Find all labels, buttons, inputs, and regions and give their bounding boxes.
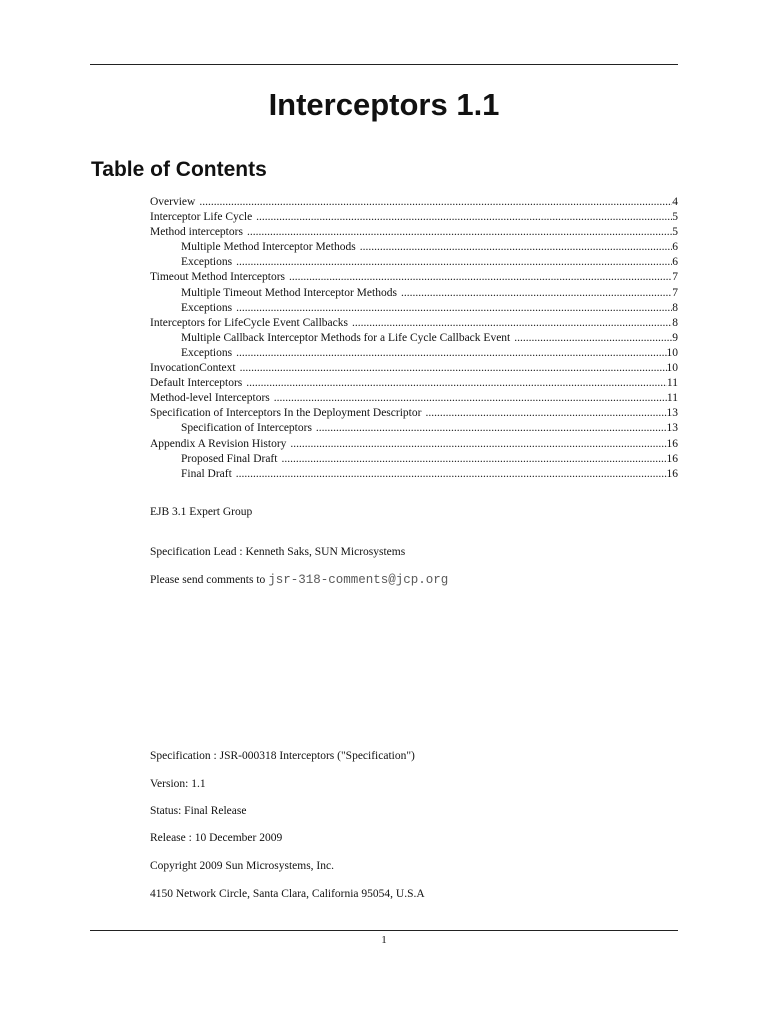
toc-entry	[150, 376, 678, 391]
toc-dot-leader	[243, 225, 672, 240]
toc-dot-leader	[285, 270, 672, 285]
toc-dot-leader	[356, 240, 673, 255]
specification-lead: Specification Lead : Kenneth Saks, SUN Microsystems	[150, 546, 406, 558]
toc-entry-title: Interceptors for LifeCycle Event Callbacks	[150, 316, 348, 329]
toc-entry-page: 6	[672, 256, 678, 269]
toc-entry-title: Specification of Interceptors	[181, 422, 312, 435]
toc-subentry	[150, 452, 678, 467]
toc-entry-title: Final Draft	[181, 467, 232, 480]
toc-entry-title: Default Interceptors	[150, 377, 243, 390]
toc-entry-page: 16	[666, 467, 678, 480]
toc-entry-page: 13	[666, 422, 678, 435]
toc-entry	[150, 210, 678, 225]
bottom-rule	[90, 930, 678, 931]
toc-entry-title: Appendix A Revision History	[150, 437, 287, 450]
toc-entry-title: InvocationContext	[150, 362, 236, 375]
toc-entry-title: Proposed Final Draft	[181, 452, 278, 465]
toc-dot-leader	[312, 421, 667, 436]
toc-entry	[150, 195, 678, 210]
toc-dot-leader	[270, 391, 667, 406]
toc-subentry	[150, 301, 678, 316]
toc-subentry	[150, 467, 678, 482]
specification-name: Specification : JSR-000318 Interceptors ("Specification")	[150, 750, 415, 762]
toc-dot-leader	[232, 346, 666, 361]
copyright-line: Copyright 2009 Sun Microsystems, Inc.	[150, 860, 334, 872]
version-line: Version: 1.1	[150, 778, 206, 790]
status-line: Status: Final Release	[150, 805, 247, 817]
toc-entry-page: 8	[672, 301, 678, 314]
toc-heading: Table of Contents	[91, 158, 267, 181]
address-line: 4150 Network Circle, Santa Clara, California 95054, U.S.A	[150, 888, 425, 900]
toc-entry-page: 6	[672, 241, 678, 254]
toc-entry-page: 5	[672, 211, 678, 224]
toc-entry	[150, 225, 678, 240]
toc-entry-page: 4	[672, 196, 678, 208]
toc-entry	[150, 391, 678, 406]
toc-entry-title: Overview	[150, 196, 196, 208]
toc-entry-page: 11	[666, 392, 678, 405]
toc-subentry	[150, 286, 678, 301]
toc-entry-page: 16	[666, 452, 678, 465]
toc-subentry	[150, 346, 678, 361]
toc-dot-leader	[286, 437, 666, 452]
toc-entry-title: Timeout Method Interceptors	[150, 271, 286, 284]
top-rule	[90, 64, 678, 65]
toc-entry	[150, 406, 678, 421]
toc-entry-page: 16	[666, 437, 678, 450]
toc-dot-leader	[348, 316, 672, 331]
toc-entry-page: 7	[672, 271, 678, 284]
toc-entry-title: Interceptor Life Cycle	[150, 211, 253, 224]
toc-subentry	[150, 421, 678, 436]
toc-entry-title: Method-level Interceptors	[150, 392, 270, 405]
toc-entry	[150, 361, 678, 376]
toc-dot-leader	[397, 286, 672, 301]
toc-subentry	[150, 240, 678, 255]
toc-dot-leader	[232, 255, 672, 270]
toc-entry	[150, 270, 678, 285]
toc-entry-page: 8	[672, 316, 678, 329]
toc-entry-page: 10	[666, 362, 678, 375]
toc-entry-page: 9	[672, 331, 678, 344]
toc-dot-leader	[242, 376, 667, 391]
toc-dot-leader	[195, 195, 672, 210]
toc-dot-leader	[421, 406, 666, 421]
toc-entry	[150, 316, 678, 331]
toc-list	[150, 195, 678, 482]
toc-entry-page: 11	[666, 377, 678, 390]
toc-entry-title: Exceptions	[181, 256, 233, 269]
release-line: Release : 10 December 2009	[150, 832, 283, 844]
toc-entry-page: 5	[672, 226, 678, 239]
toc-entry-page: 7	[672, 286, 678, 299]
comments-line	[150, 573, 448, 588]
comments-prefix: Please send comments to	[150, 574, 266, 586]
toc-entry-title: Specification of Interceptors In the Deployment Descriptor	[150, 407, 422, 420]
toc-entry	[150, 437, 678, 452]
toc-entry-page: 10	[666, 346, 678, 359]
toc-subentry	[150, 255, 678, 270]
document-title: Interceptors 1.1	[268, 87, 500, 122]
toc-entry-title: Exceptions	[181, 346, 233, 359]
toc-entry-title: Multiple Timeout Method Interceptor Methods	[181, 286, 397, 299]
page-number: 1	[381, 934, 387, 946]
toc-entry-title: Multiple Method Interceptor Methods	[181, 241, 356, 254]
toc-subentry	[150, 331, 678, 346]
toc-entry-title: Exceptions	[181, 301, 233, 314]
expert-group: EJB 3.1 Expert Group	[150, 506, 253, 518]
toc-dot-leader	[252, 210, 672, 225]
toc-entry-page: 13	[666, 407, 678, 420]
toc-dot-leader	[232, 301, 672, 316]
toc-dot-leader	[232, 467, 667, 482]
toc-dot-leader	[236, 361, 667, 376]
toc-entry-title: Multiple Callback Interceptor Methods for a Life Cycle Callback Event	[181, 331, 511, 344]
toc-dot-leader	[277, 452, 666, 467]
toc-dot-leader	[510, 331, 672, 346]
toc-entry-title: Method interceptors	[150, 226, 243, 239]
comments-email: jsr-318-comments@jcp.org	[268, 573, 449, 587]
